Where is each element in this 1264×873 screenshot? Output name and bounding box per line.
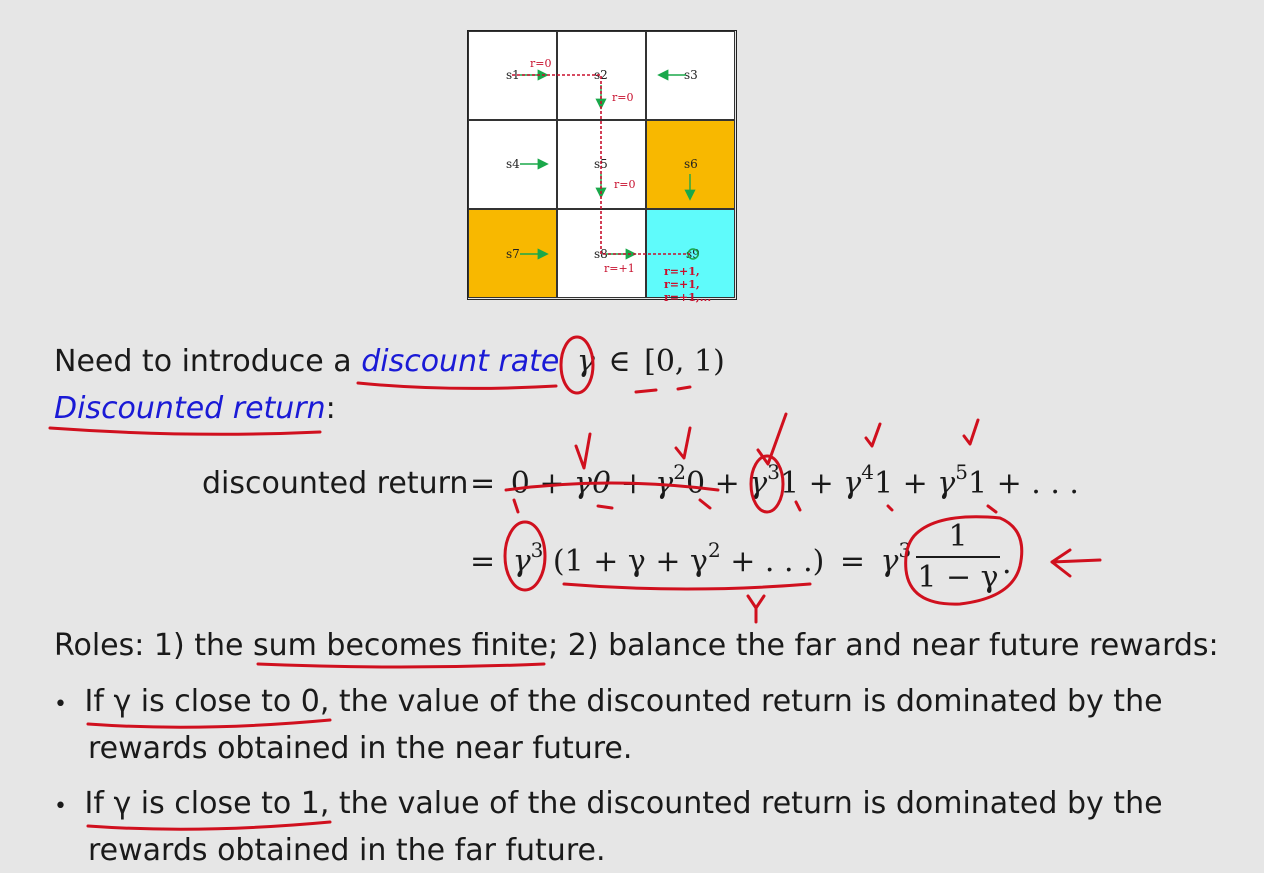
exp-2: 2: [673, 460, 686, 484]
intro-text: Need to introduce a: [54, 344, 362, 379]
check-2: [676, 428, 690, 458]
state-label-s8: s8: [594, 247, 608, 261]
equation-lhs: [202, 466, 468, 501]
underline-bullet-2: [88, 822, 330, 829]
green-arrows: [520, 75, 698, 259]
tick-under-gamma5: [988, 506, 996, 512]
state-label-s1: s1: [506, 68, 520, 82]
discounted-return-term: Discounted return: [54, 391, 326, 426]
arrow-left: [1052, 550, 1100, 576]
gamma: γ: [937, 466, 956, 501]
bullet-dot: •: [54, 692, 67, 717]
tick-under-gamma4: [888, 506, 892, 510]
equation-row-1: [470, 460, 1079, 501]
underline-bullet-1: [88, 720, 330, 727]
roles-line: [54, 628, 1219, 663]
arrow-up-series: [748, 596, 764, 622]
coef: 1: [779, 466, 800, 501]
discounted-return-line: [54, 391, 336, 426]
state-label-s3: s3: [684, 68, 698, 82]
fraction-numerator: 1: [948, 519, 968, 554]
reward-label-r5: r=+1, r=+1, r=+1,...: [664, 265, 712, 304]
bullet-1-line1: , the value of the discounted return is dominated by the: [319, 684, 1163, 719]
op: +: [902, 466, 928, 501]
bullet-2: [54, 786, 1163, 821]
bullet-2-underlined: If γ is close to 1: [84, 786, 320, 821]
bullet-dot: •: [54, 794, 67, 819]
op: +: [714, 466, 740, 501]
series-open: (1 + γ + γ: [552, 544, 708, 579]
tick-under-gamma0: [598, 506, 612, 508]
gamma: γ: [880, 544, 899, 579]
series-close: + . . .): [720, 544, 825, 579]
mark-one: [678, 387, 690, 389]
exp-4: 4: [861, 460, 874, 484]
fraction-denominator: 1 − γ: [917, 560, 999, 595]
fraction: [912, 518, 1004, 598]
gamma: γ: [843, 466, 862, 501]
discount-rate-term: discount rate: [361, 344, 560, 379]
interval: [0, 1): [644, 344, 725, 379]
equation-row-2: [470, 538, 912, 579]
state-label-s9: s9: [686, 247, 700, 261]
eq-sign-1: =: [470, 466, 496, 501]
roles-prefix: Roles: 1) the: [54, 628, 254, 663]
reward-label-r1: r=0: [530, 57, 552, 70]
tick-under-gamma3: [796, 502, 800, 510]
underline-discounted-return: [50, 428, 320, 434]
gamma: γ: [655, 466, 674, 501]
reward-label-r4: r=+1: [604, 262, 635, 275]
eq-sign-3: =: [839, 544, 865, 579]
state-label-s2: s2: [594, 68, 608, 82]
underline-discount-rate: [358, 383, 556, 388]
discount-rate-line: [54, 344, 725, 379]
gamma: γ: [512, 544, 531, 579]
bullet-1-line2: rewards obtained in the near future.: [88, 731, 633, 766]
term-gamma0: γ0: [574, 466, 612, 501]
state-label-s4: s4: [506, 157, 520, 171]
period: .: [1002, 546, 1012, 581]
bullet-2-line1: , the value of the discounted return is dominated by the: [319, 786, 1163, 821]
coef: 1: [967, 466, 988, 501]
roles-suffix: ; 2) balance the far and near future rewards:: [548, 628, 1219, 663]
check-1: [576, 434, 590, 468]
roles-underlined: sum becomes finite: [253, 628, 549, 663]
tick-under-0: [514, 500, 518, 512]
gamma-symbol: γ: [576, 344, 595, 379]
grid-world: [467, 30, 737, 304]
check-4: [866, 424, 880, 446]
policy-arrows-svg: [468, 31, 798, 301]
state-label-s7: s7: [506, 247, 520, 261]
term-0: 0: [510, 466, 530, 501]
lhs-text: discounted return: [202, 466, 469, 501]
eq-sign-2: =: [470, 544, 496, 579]
underline-sum-finite: [258, 664, 544, 667]
state-label-s5: s5: [594, 157, 608, 171]
check-3: [758, 414, 786, 464]
state-label-s6: s6: [684, 157, 698, 171]
bullet-2-line2: rewards obtained in the far future.: [88, 833, 606, 868]
exp-3: 3: [898, 538, 912, 562]
mark-zero: [636, 390, 656, 392]
op: +: [620, 466, 646, 501]
gamma: γ: [749, 466, 768, 501]
bullet-1: [54, 684, 1163, 719]
underline-series: [564, 584, 810, 589]
tick-under-gamma2: [700, 500, 710, 508]
exp-2: 2: [707, 538, 721, 562]
exp-5: 5: [955, 460, 968, 484]
ellipsis: + . . .: [996, 466, 1079, 501]
coef: 1: [873, 466, 894, 501]
reward-label-r2: r=0: [612, 91, 634, 104]
op: +: [808, 466, 834, 501]
coef: 0: [685, 466, 706, 501]
bullet-1-underlined: If γ is close to 0: [84, 684, 320, 719]
op: +: [539, 466, 565, 501]
check-5: [964, 420, 978, 444]
exp-3: 3: [767, 460, 780, 484]
colon: :: [325, 391, 336, 426]
exp-3: 3: [530, 538, 544, 562]
element-of: ∈: [608, 344, 631, 379]
reward-label-r3: r=0: [614, 178, 636, 191]
